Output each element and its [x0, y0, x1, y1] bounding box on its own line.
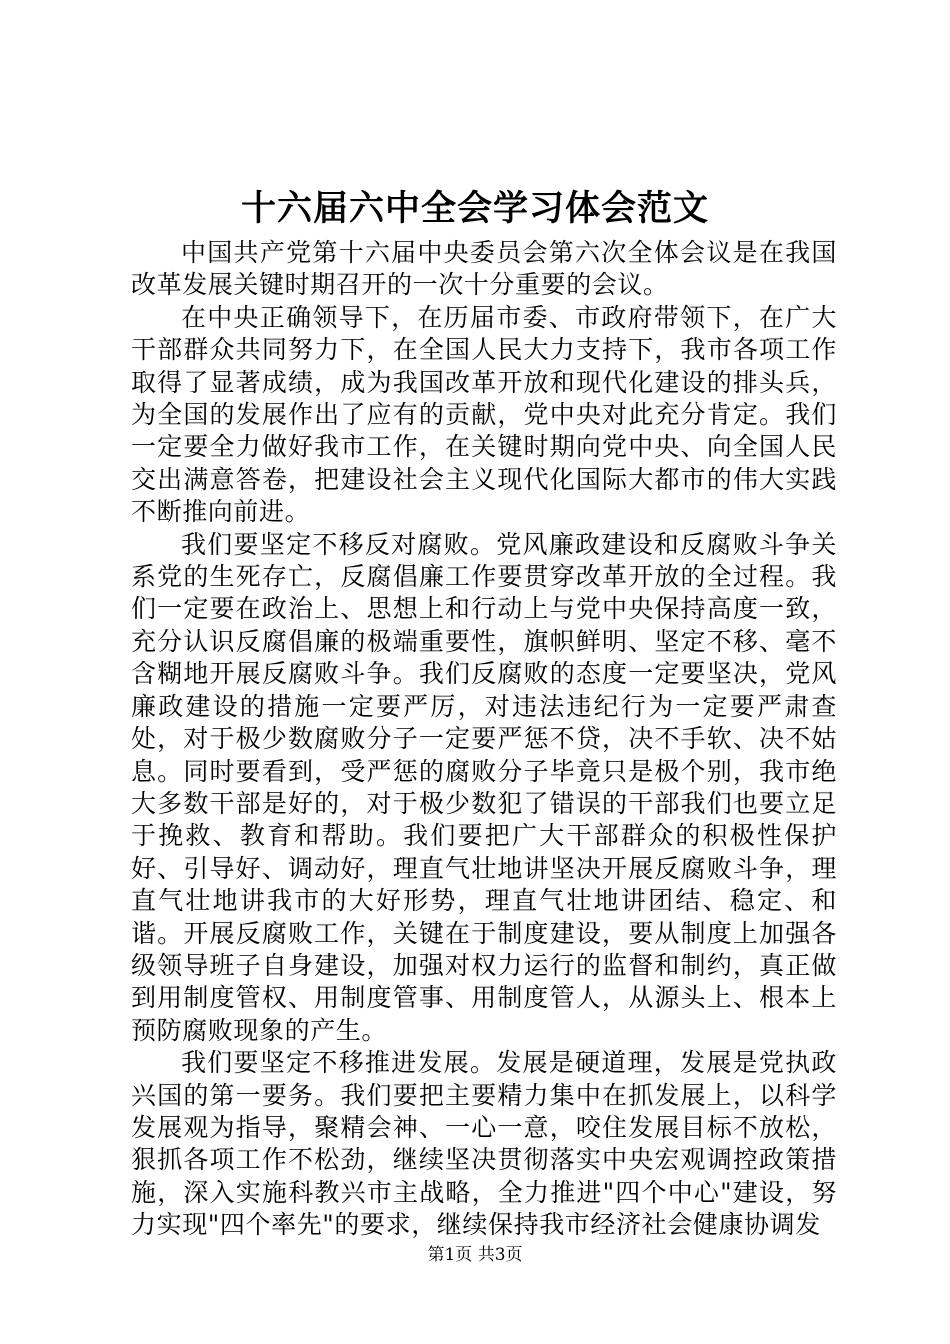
paragraph: 中国共产党第十六届中央委员会第六次全体会议是在我国改革发展关键时期召开的一次十分重要的会议。 — [131, 238, 837, 300]
paragraph: 我们要坚定不移推进发展。发展是硬道理，发展是党执政兴国的第一要务。我们要把主要精力集中在抓发展上，以科学发展观为指导，聚精会神、一心一意，咬住发展目标不放松，狠抓各项工作不松劲，继续坚决贯彻落实中央宏观调控政策措施，深入实施科教兴市主战略，全力推进"四个中心"建设，努力实现"四个率先"的要求，继续保持我市经济社会健康协调发 — [131, 1048, 837, 1240]
document-body — [131, 237, 837, 1242]
document-title: 十六届六中全会学习体会范文 — [240, 188, 709, 229]
paragraph: 在中央正确领导下，在历届市委、市政府带领下，在广大干部群众共同努力下，在全国人民大力支持下，我市各项工作取得了显著成绩，成为我国改革开放和现代化建设的排头兵，为全国的发展作出了应有的贡献，党中央对此充分肯定。我们一定要全力做好我市工作，在关键时期向党中央、向全国人民交出满意答卷，把建设社会主义现代化国际大都市的伟大实践不断推向前进。 — [131, 302, 837, 527]
page-footer: 第1页 共3页 — [427, 1245, 523, 1265]
paragraph: 我们要坚定不移反对腐败。党风廉政建设和反腐败斗争关系党的生死存亡，反腐倡廉工作要贯穿改革开放的全过程。我们一定要在政治上、思想上和行动上与党中央保持高度一致，充分认识反腐倡廉的极端重要性，旗帜鲜明、坚定不移、毫不含糊地开展反腐败斗争。我们反腐败的态度一定要坚决，党风廉政建设的措施一定要严厉，对违法违纪行为一定要严肃查处，对于极少数腐败分子一定要严惩不贷，决不手软、决不姑息。同时要看到，受严惩的腐败分子毕竟只是极个别，我市绝大多数干部是好的，对于极少数犯了错误的干部我们也要立足于挽救、教育和帮助。我们要把广大干部群众的积极性保护好、引导好、调动好，理直气壮地讲坚决开展反腐败斗争，理直气壮地讲我市的大好形势，理直气壮地讲团结、稳定、和谐。开展反腐败工作，关键在于制度建设，要从制度上加强各级领导班子自身建设，加强对权力运行的监督和制约，真正做到用制度管权、用制度管事、用制度管人，从源头上、根本上预防腐败现象的产生。 — [131, 529, 837, 1045]
